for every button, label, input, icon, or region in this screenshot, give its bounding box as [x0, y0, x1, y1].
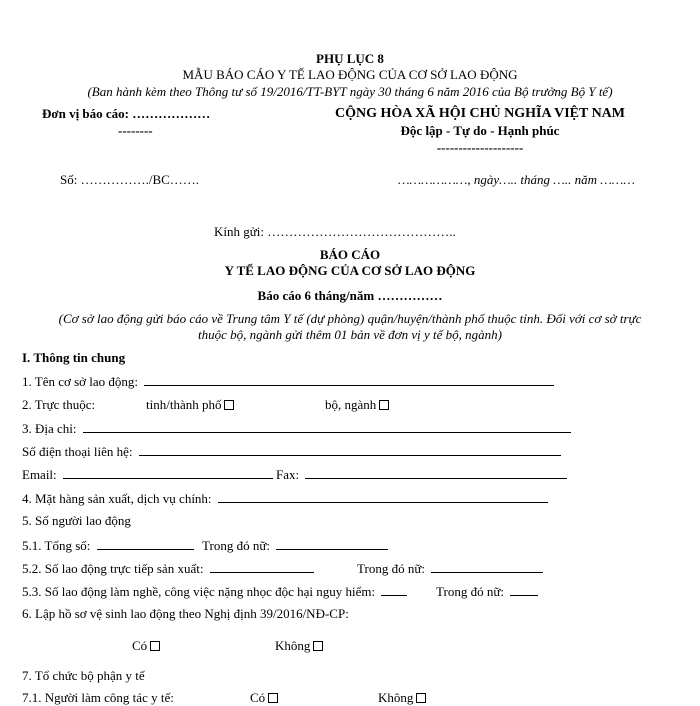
issued-note: (Ban hành kèm theo Thông tư số 19/2016/TT-BYT ngày 30 tháng 6 năm 2016 của Bộ trưởng Bộ Y tế): [87, 84, 613, 99]
field-label: 4. Mặt hàng sản xuất, dịch vụ chính:: [22, 491, 212, 506]
field-total-female: [202, 537, 388, 554]
field-label: 5.1. Tổng số:: [22, 538, 91, 553]
appendix-label: PHỤ LỤC 8: [316, 51, 384, 66]
checkbox-icon[interactable]: [379, 400, 389, 410]
report-title: BÁO CÁO: [319, 247, 381, 262]
option-health-worker-no[interactable]: [378, 690, 426, 706]
address-blank[interactable]: [83, 420, 571, 433]
field-address: [22, 420, 571, 437]
report-number: Số: ……………./BC…….: [60, 172, 200, 187]
main-products-blank[interactable]: [218, 490, 548, 503]
field-affiliation: [22, 397, 95, 413]
field-phone: [22, 443, 561, 460]
instruction-line-2: thuộc bộ, ngành gửi thêm 01 bản về đơn vị y tế bộ, ngành): [198, 327, 502, 342]
field-direct-female: [357, 560, 543, 577]
form-title: MẪU BÁO CÁO Y TẾ LAO ĐỘNG CỦA CƠ SỞ LAO ĐỘNG: [182, 67, 518, 82]
field-direct-workers: [22, 560, 314, 577]
field-label: 5.3. Số lao động làm nghề, công việc nặng nhọc độc hại nguy hiểm:: [22, 584, 376, 599]
field-medical-unit: 7. Tổ chức bộ phận y tế: [22, 668, 145, 683]
motto-divider: --------------------: [436, 140, 524, 155]
email-blank[interactable]: [63, 466, 273, 479]
checkbox-icon[interactable]: [416, 693, 426, 703]
field-label: Email:: [22, 467, 57, 482]
checkbox-icon[interactable]: [268, 693, 278, 703]
total-workers-blank[interactable]: [97, 537, 194, 550]
checkbox-icon[interactable]: [313, 641, 323, 651]
option-hygiene-no[interactable]: [275, 638, 323, 654]
total-female-blank[interactable]: [276, 537, 388, 550]
field-email: [22, 466, 273, 483]
facility-name-blank[interactable]: [144, 373, 554, 386]
checkbox-icon[interactable]: [150, 641, 160, 651]
field-hazardous-workers: [22, 583, 407, 600]
field-main-products: [22, 490, 548, 507]
hazardous-female-blank[interactable]: [510, 583, 538, 596]
option-label: bộ, ngành: [325, 397, 377, 412]
reporting-unit-divider: --------: [118, 123, 153, 138]
hazardous-workers-blank[interactable]: [381, 583, 407, 596]
checkbox-icon[interactable]: [224, 400, 234, 410]
field-label: Số điện thoại liên hệ:: [22, 444, 133, 459]
option-label: tỉnh/thành phố: [146, 397, 222, 412]
section-heading: I. Thông tin chung: [22, 350, 126, 365]
field-health-worker: 7.1. Người làm công tác y tế:: [22, 690, 174, 705]
field-hazardous-female: [436, 583, 538, 600]
phone-blank[interactable]: [139, 443, 561, 456]
national-motto: Độc lập - Tự do - Hạnh phúc: [400, 123, 560, 138]
country-name: CỘNG HÒA XÃ HỘI CHỦ NGHĨA VIỆT NAM: [334, 106, 625, 121]
option-province[interactable]: [146, 397, 234, 413]
option-label: Không: [275, 638, 311, 653]
option-health-worker-yes[interactable]: [250, 690, 278, 706]
fax-blank[interactable]: [305, 466, 567, 479]
field-label: Fax:: [276, 467, 300, 482]
report-period: Báo cáo 6 tháng/năm ……………: [257, 288, 443, 303]
reporting-unit: Đơn vị báo cáo: ………………: [42, 106, 211, 121]
option-hygiene-yes[interactable]: [132, 638, 160, 654]
option-label: Có: [250, 690, 266, 705]
instruction-line-1: (Cơ sở lao động gửi báo cáo về Trung tâm Y tế (dự phòng) quận/huyện/thành phố thuộc tỉnh. Đối với cơ sở trực: [58, 311, 642, 326]
field-total-workers: [22, 537, 194, 554]
field-label: Trong đó nữ:: [202, 538, 270, 553]
field-label: Trong đó nữ:: [436, 584, 504, 599]
option-label: Có: [132, 638, 148, 653]
field-label: 1. Tên cơ sở lao động:: [22, 374, 139, 389]
field-label: Trong đó nữ:: [357, 561, 425, 576]
report-subtitle: Y TẾ LAO ĐỘNG CỦA CƠ SỞ LAO ĐỘNG: [224, 263, 476, 278]
date-line: ………………, ngày….. tháng ….. năm ………: [398, 172, 635, 187]
field-fax: [276, 466, 567, 483]
option-label: Không: [378, 690, 414, 705]
field-workforce: 5. Số người lao động: [22, 513, 131, 528]
direct-workers-blank[interactable]: [210, 560, 314, 573]
direct-female-blank[interactable]: [431, 560, 543, 573]
addressee: Kính gửi: ……………………………………..: [214, 224, 456, 239]
field-hygiene-record: 6. Lập hồ sơ vệ sinh lao động theo Nghị định 39/2016/NĐ-CP:: [22, 606, 349, 621]
field-label: 2. Trực thuộc:: [22, 397, 96, 412]
option-ministry[interactable]: [325, 397, 389, 413]
field-label: 3. Địa chỉ:: [22, 421, 77, 436]
field-label: 5.2. Số lao động trực tiếp sản xuất:: [22, 561, 204, 576]
field-facility-name: [22, 373, 554, 390]
